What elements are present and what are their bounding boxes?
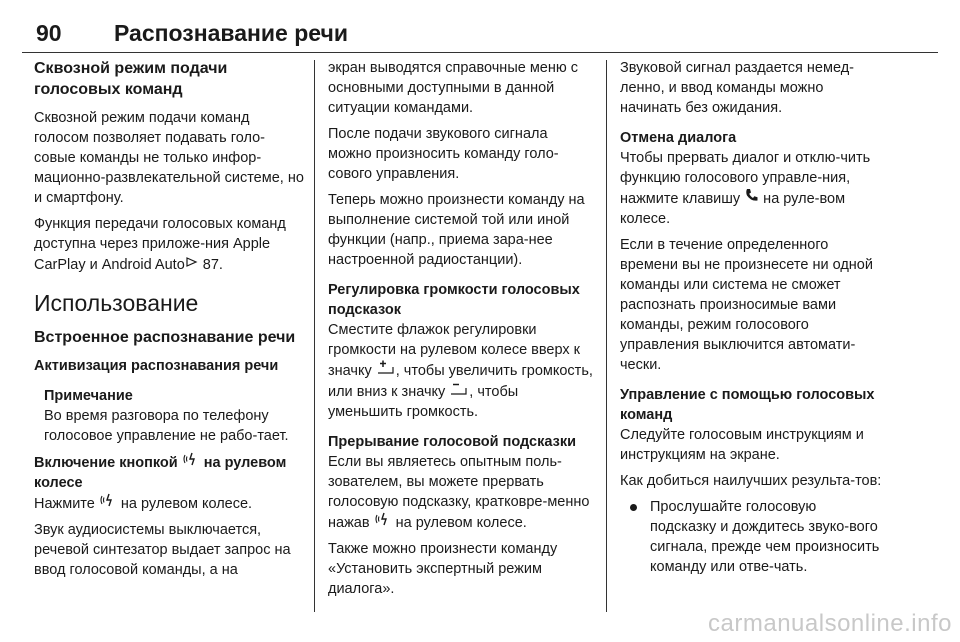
page-title: Распознавание речи [114, 20, 348, 46]
bullet-icon [630, 504, 637, 511]
paragraph: Также можно произнести команду «Установить экспертный режим диалога». [328, 541, 558, 597]
paragraph-cancel: Чтобы прервать диалог и отклю-чить функцию голосового управле-ния, нажмите клавишу на руле-вом колесе. [620, 150, 871, 227]
paragraph: Как добиться наилучших результа-тов: [620, 473, 882, 489]
paragraph-interrupt: Если вы являетесь опытным поль-зователем, вы можете прервать голосовую подсказку, кратковре-менно нажав на рулевом колесе. [328, 454, 590, 531]
heading-builtin: Встроенное распознавание речи [34, 329, 296, 346]
note-text: Во время разговора по телефону голосовое управление не рабо-тает. [44, 408, 289, 444]
heading-cancel: Отмена диалога [620, 130, 737, 146]
heading-volume: Регулировка громкости голосовых подсказок [328, 282, 580, 318]
paragraph: Теперь можно произнести команду на выполнение системой той или иной функции (напр., приема зара-нее настроенной радиостанции). [328, 192, 585, 268]
heading-usage: Использование [34, 290, 199, 316]
voice-button-icon [100, 493, 116, 513]
paragraph-volume: Сместите флажок регулировки громкости на рулевом колесе вверх к значку , чтобы увеличить громкость, или вниз к значку , чтобы уменьшить громкость. [328, 322, 593, 420]
heading-activation: Активизация распознавания речи [34, 358, 279, 374]
heading-guided: Управление с помощью голосовых команд [620, 387, 875, 423]
list-item: Прослушайте голосовую подсказку и дождитесь звуко-вого сигнала, прежде чем произносить команду или отве-чать. [620, 497, 886, 577]
paragraph: Звуковой сигнал раздается немед-ленно, и ввод команды можно начинать без ожидания. [620, 60, 854, 116]
column-2 [328, 58, 594, 605]
column-divider-1 [314, 60, 315, 612]
voice-button-icon [375, 512, 391, 532]
column-3 [620, 58, 886, 583]
page-header [22, 22, 938, 53]
paragraph: Если в течение определенного времени вы не произнесете ни одной команды или система не сможет распознать произносимые вами команды, режим голосового управления выключится автомати-чески. [620, 237, 873, 373]
page-number: 90 [36, 20, 62, 46]
watermark: carmanualsonline.info [708, 610, 952, 637]
phone-icon [745, 188, 758, 208]
note-title: Примечание [44, 388, 133, 404]
paragraph: Сквозной режим подачи команд голосом позволяет подавать голо-совые команды не только инфор-мационно-развлекательной системе, но и смартфону. [34, 110, 304, 206]
paragraph: После подачи звукового сигнала можно произносить команду голо-сового управления. [328, 126, 559, 182]
page-reference-arrow-icon [186, 254, 198, 274]
paragraph: Следуйте голосовым инструкциям и инструкциям на экране. [620, 427, 864, 463]
heading-passthrough: Сквозной режим подачи голосовых команд [34, 60, 228, 98]
heading-interrupt: Прерывание голосовой подсказки [328, 434, 576, 450]
volume-up-icon [377, 360, 395, 380]
column-1 [34, 58, 306, 586]
voice-button-icon [183, 452, 199, 472]
note [34, 386, 306, 446]
column-divider-2 [606, 60, 607, 612]
paragraph-press: Нажмите на рулевом колесе. [34, 493, 306, 514]
paragraph: Звук аудиосистемы выключается, речевой синтезатор выдает запрос на ввод голосовой команды, а на [34, 522, 291, 578]
paragraph: экран выводятся справочные меню с основными доступными в данной ситуации командами. [328, 60, 579, 116]
heading-button: Включение кнопкой на рулевом колесе [34, 452, 306, 493]
volume-down-icon [450, 381, 468, 401]
paragraph-auto: Функция передачи голосовых команд доступна через приложе-ния Apple CarPlay и Android Auto 87. [34, 216, 286, 273]
